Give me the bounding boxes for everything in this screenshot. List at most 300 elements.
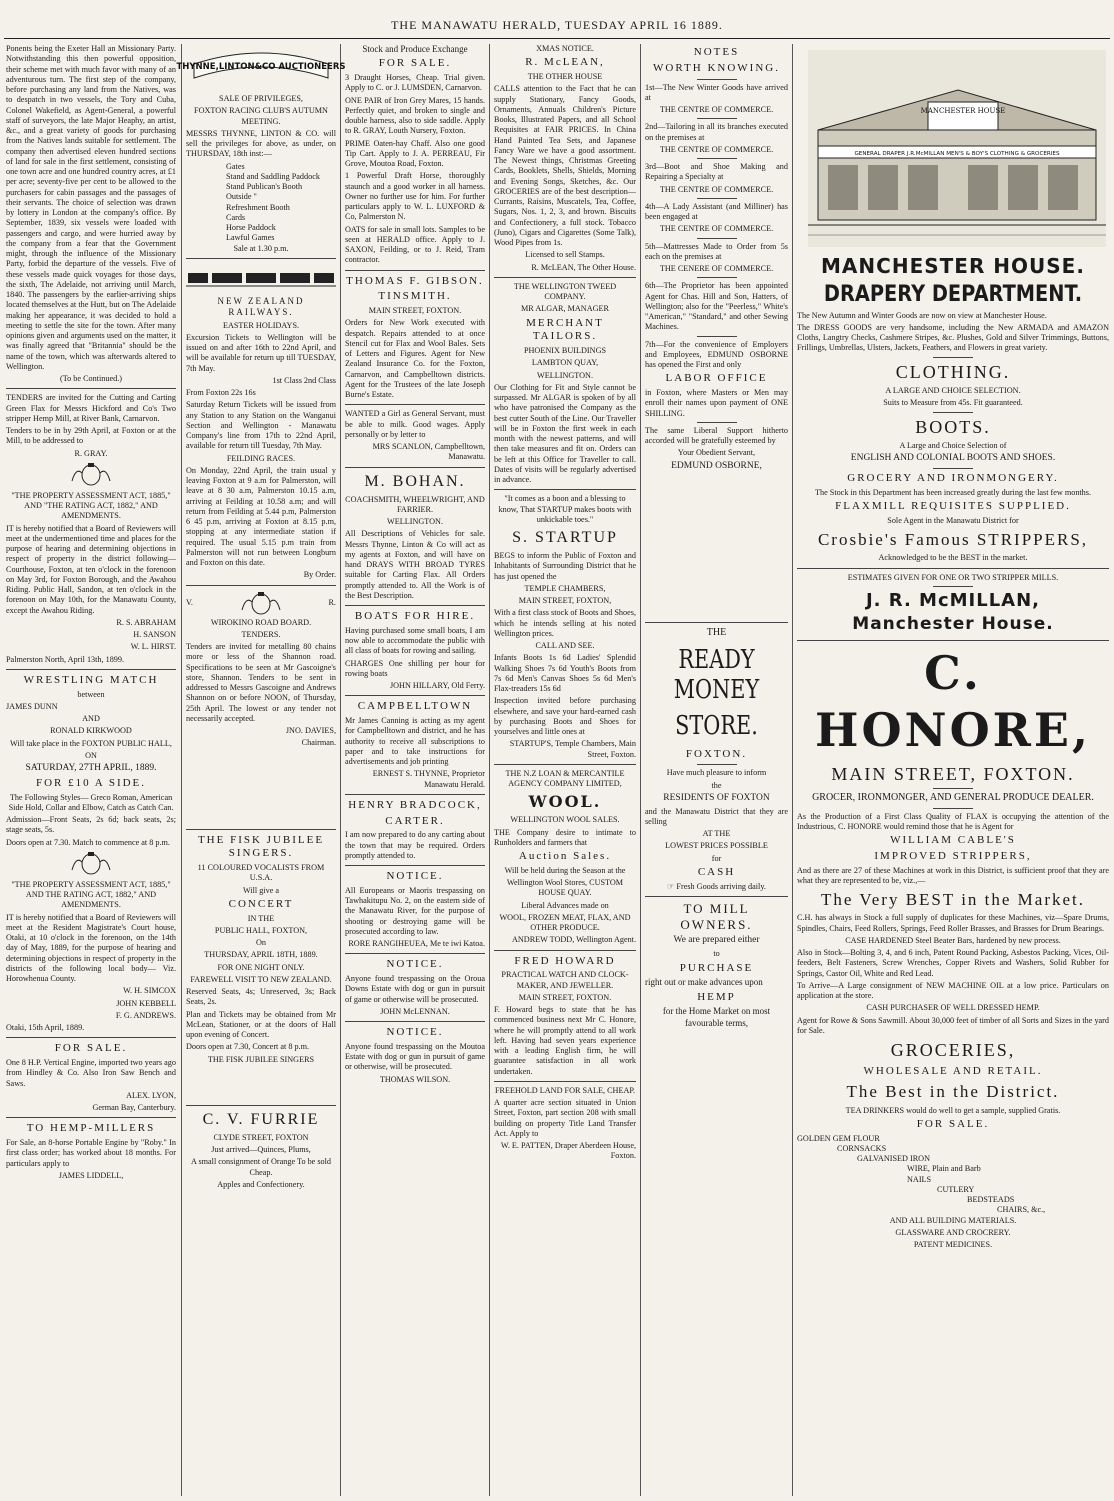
otaki-body: IT is hereby notified that a Board of Reviewers will meet at the Resident Magistrate's Court house, Otaki, at 10 o'clock in the forenoon, on the 14th day of May, 1889, for the purpose of hearing and determining objections in respect of property in the districts of the following local body— Viz. Horowhenua County. [6,912,176,984]
column-1 [6,44,176,1496]
freehold-body: A quarter acre section situated in Union Street, Foxton, part section 208 with small building on property Title Land Transfer Act. Apply to [494,1098,636,1138]
advances-items: WOOL, FROZEN MEAT, FLAX, AND OTHER PRODUCE. [499,912,631,932]
royal-crest-icon [66,461,116,489]
road-board-body: Tenders are invited for metalling 80 chains more or less of the Shannon road. Specifications to be seen at Mr Gascoigne's store, Shannon. Tenders to be sent in addressed to Messrs Gascoigne and Andrews Shannon on or before NOON, of Thursday, 25th April. The lowest or any tender not necessarily accepted. [186,642,336,723]
masthead-rule [4,38,1110,39]
divider [933,357,973,358]
mill-owners-rightout: right out or make advances upon [645,977,763,988]
notice-signature: THOMAS WILSON. [379,1074,451,1084]
divider [697,238,737,239]
wrestling-player-1: JAMES DUNN [6,701,58,711]
wool-agent: ANDREW TODD, Wellington Agent. [511,935,636,945]
startup-call: CALL AND SEE. [535,641,595,650]
boots-selection: A Large and Choice Selection of [899,441,1007,450]
tweed-quay: LAMBTON QUAY, [531,358,599,368]
list-item: Gates [226,161,245,171]
groceries-title: GROCERIES, [890,1040,1016,1061]
flaxmill-title: FLAXMILL REQUISITES SUPPLIED. [835,500,1071,513]
howard-trade: PRACTICAL WATCH AND CLOCK-MAKER, AND JEWELLER. [501,970,629,990]
sale-oats: OATS for sale in small lots. Samples to be seen at HERALD office. Apply to J. SAXON, Feilding, or to J. Reid, Tram contractor. [345,224,485,265]
fisk-seats: Reserved Seats, 4s; Unreserved, 3s; Back Seats, 2s. [186,987,336,1007]
list-item: GLASSWARE AND CROCRERY. [895,1227,1011,1237]
for-sale-title: FOR SALE. [916,1117,990,1130]
labor-office: LABOR OFFICE [665,372,768,385]
store-engraving [808,50,1106,247]
divider [186,258,336,259]
bohan-title: M. BOHAN. [364,472,466,490]
ready-money-lowest: LOWEST PRICES POSSIBLE [665,841,768,851]
otaki-signature: JOHN KEBBELL [116,998,176,1008]
notes-title: NOTES [693,46,740,58]
column-rule [181,44,182,1496]
steel-bars: CASE HARDENED Steel Beater Bars, hardened by new process. [845,935,1061,945]
divider [697,158,737,159]
freehold-signature: W. E. PATTEN, Draper Aberdeen House, Foxton. [500,1141,636,1161]
divider [186,1105,336,1106]
auction-stores: Wellington Wool Stores, CUSTOM HOUSE QUAY. [506,878,624,898]
column-5 [645,44,788,1496]
column-rule [640,44,641,1496]
royal-crest-icon [66,850,116,878]
startup-street: MAIN STREET, FOXTON, [518,596,612,605]
divider [6,1117,176,1118]
mcmillan-name: J. R. McMILLAN, [865,589,1041,611]
gibson-trade: TINSMITH. [378,290,452,303]
divider [494,764,636,765]
fisk-concert: CONCERT [228,897,294,910]
fisk-on: On [255,938,266,947]
list-item: AND ALL BUILDING MATERIALS. [889,1215,1017,1225]
mclean-signature: R. McLEAN, The Other House. [531,262,636,272]
divider [6,669,176,670]
wrestling-between: between [77,689,105,699]
ready-money-pleasure: Have much pleasure to inform [666,768,767,778]
tea-drinkers: TEA DRINKERS would do well to get a sample, supplied Gratis. [845,1105,1061,1115]
wanted-signature: MRS SCANLON, Campbelltown, Manawatu. [372,442,485,462]
also-stock: Also in Stock—Bolting 3, 4, and 6 inch, Patent Round Packing, Asbestos Packing, Vices, Oil-feeders, Belt Fasteners, Screw Wrenches, Copper Rivets and Washers, Solid Rubber for Springs, Castor Oil, White and Red Lead. [797,948,1109,978]
list-item: Stand and Saddling Paddock [226,171,320,181]
fisk-footer: THE FISK JUBILEE SINGERS [207,1054,315,1064]
advances-title: Liberal Advances made on [521,900,609,910]
assessment-title: "THE PROPERTY ASSESSMENT ACT, 1885," AND "THE RATING ACT, 1882," AND AMENDMENTS. [11,490,171,521]
divider [697,336,737,337]
howard-body: F. Howard begs to state that he has commenced business next Mr C. Honore, where he will promptly attend to all work left. Having had seven years experience with a leading English firm, he will guarantee satisfaction in all work undertaken. [494,1005,636,1076]
wholesale-retail: WHOLESALE AND RETAIL. [863,1064,1043,1077]
divider [645,622,788,623]
furrie-arrived: Just arrived—Quinces, Plums, [211,1145,311,1154]
messrs-text: MESSRS THYNNE, LINTON & CO. will sell the privileges for above, as under, on THURSDAY, 18th inst:— [186,128,336,159]
exchange-forsale: FOR SALE. [378,57,452,70]
otaki-signature: W. H. SIMCOX [123,986,176,996]
ready-money-residents: RESIDENTS OF FOXTON [663,792,770,803]
centre-of-commerce: THE CENTRE OF COMMERCE. [659,224,774,234]
furrie-street: CLYDE STREET, FOXTON [213,1132,309,1142]
railways-sub: EASTER HOLIDAYS. [222,320,300,330]
list-item: Refreshment Booth [226,202,290,212]
fresh-goods-text: Fresh Goods arriving daily. [676,881,766,891]
boats-signature: JOHN HILLARY, Old Ferry. [389,681,485,690]
mill-owners-purchase: PURCHASE [679,961,754,974]
privileges-list [186,162,336,244]
mill-owners-prepared: We are prepared either [673,935,760,946]
hemp-millers-body: For Sale, an 8-horse Portable Engine by "Roby." In first class order; has worked about 18 months. For particulars apply to [6,1138,176,1168]
note-2: 2nd—Tailoring in all its branches executed on the premises at [645,122,788,142]
list-item: Cards [226,212,246,222]
ready-money-atthe: AT THE [702,829,731,839]
divider [345,953,485,954]
list-item: GALVANISED IRON [857,1154,931,1164]
startup-inspect: Inspection invited before purchasing elsewhere, and save your hard-earned cash by purchasing Boots and Shoes for yourselves and little ones at [494,696,636,736]
machines-text: And as there are 27 of these Machines at work in this District, is sufficient proof that they are what they are represented to be, viz.,— [797,865,1109,885]
ready-money-cash: CASH [697,865,736,878]
divider [697,118,737,119]
carter-title: HENRY BRADCOCK, [348,798,482,811]
privileges: SALE OF PRIVILEGES, [219,94,303,103]
road-board-sub: TENDERS. [241,629,281,639]
boats-title: BOATS FOR HIRE. [354,610,476,622]
bohan-body: All Descriptions of Vehicles for sale. Messrs Thynne, Linton & Co will act as my agents at Foxton, and will have on hand DRAYS WITH BROAD TYRES suitable for Carting Flax. All Orders promptly attended to. All the Work is of the Best Description. [345,529,485,600]
divider [933,412,973,413]
divider [6,388,176,389]
hemp-millers-signature: JAMES LIDDELL, [58,1170,124,1180]
pointing-hand-icon: ☞ [667,881,675,891]
tweed-building: PHOENIX BUILDINGS [523,346,607,355]
divider [494,277,636,278]
freehold-title: FREEHOLD LAND FOR SALE, CHEAP. [494,1085,636,1095]
divider [494,489,636,490]
startup-chambers: TEMPLE CHAMBERS, [524,583,606,593]
servant-text: Your Obedient Servant, [677,448,756,458]
otaki-title: "THE PROPERTY ASSESSMENT ACT, 1885," AND THE RATING ACT, 1882," AND AMENDMENTS. [11,879,171,910]
divider [697,764,737,765]
list-item: CHAIRS, &c., [997,1205,1046,1215]
manchester-house-title: MANCHESTER HOUSE. [821,254,1085,278]
gibson-title: THOMAS F. GIBSON. [346,274,484,287]
notice-signature: RORE RANGIHEUEA, Me te iwi Katoa. [348,939,485,948]
fisk-sub: 11 COLOURED VOCALISTS FROM U.S.A. [197,863,325,883]
divider [797,568,1109,569]
assessment-signature: R. S. ABRAHAM [116,617,176,627]
fisk-date: THURSDAY, APRIL 18TH, 1889. [204,950,318,960]
list-item: BEDSTEADS [967,1195,1015,1205]
wrestling-on: ON [85,750,97,760]
wrestling-admission: Admission—Front Seats, 2s 6d; back seats, 2s; stage seats, 5s. [6,815,176,835]
ready-money-the: THE [706,627,727,639]
divider [933,468,973,469]
forsale-place: German Bay, Canterbury. [92,1103,176,1113]
centre-of-commerce: THE CENTRE OF COMMERCE. [659,105,774,114]
vr-left: V. [186,598,193,608]
startup-body: BEGS to inform the Public of Foxton and Inhabitants of Surrounding District that he has just opened the [494,551,636,581]
wrestling-doors: Doors open at 7.30. Match to commence at 8 p.m. [6,837,170,847]
cable-name: WILLIAM CABLE'S [890,834,1016,847]
clothing-selection: A LARGE AND CHOICE SELECTION. [885,386,1021,395]
notice-title: NOTICE. [386,1026,444,1038]
divider [494,950,636,951]
sole-agent: Sole Agent in the Manawatu District for [887,515,1019,525]
tenders-text-2: Tenders to be in by 29th April, at Foxton or at the Mill, to be addressed to [6,426,176,446]
otaki-signature: F. G. ANDREWS. [115,1010,176,1020]
tweed-city: WELLINGTON. [536,370,593,380]
feilding-title: FEILDING RACES. [226,453,296,463]
estimates-text: ESTIMATES GIVEN FOR ONE OR TWO STRIPPER MILLS. [847,572,1059,582]
store-sign-text: MANCHESTER HOUSE [920,107,1006,115]
duplicates-text: C.H. has always in Stock a full supply of duplicates for these Machines, viz—Spare Drums, Spindles, Chairs, Feed Rollers, Springs, Feed Roller Brasses, and Brasses for Drum Bearings. [797,913,1109,933]
mill-owners-title: TO MILL OWNERS. [680,900,753,933]
road-board-signature: JNO. DAVIES, [285,726,336,735]
divider [697,422,737,423]
boots-title: BOOTS. [915,416,991,437]
drapery-title: DRAPERY DEPARTMENT. [823,282,1083,307]
vr-right: R. [328,598,336,608]
tenders-signature: R. GRAY. [74,448,108,458]
list-item: CORNSACKS [837,1143,887,1153]
mill-owners-hemp: HEMP [697,990,736,1003]
loan-title: THE N.Z LOAN & MERCANTILE AGENCY COMPANY LIMITED, [505,768,625,788]
divider [345,270,485,271]
honore-title: C. HONORE, [815,645,1091,758]
column-rule [489,44,490,1496]
assessment-signature: H. SANSON [133,630,176,639]
list-item: Stand Publican's Booth [226,182,303,191]
road-board-crest [186,590,336,618]
worth-knowing: WORTH KNOWING. [653,61,780,74]
auctioneers-banner [176,44,346,94]
divider [494,1081,636,1082]
support-text: The same Liberal Support hitherto accorded will be gratefully esteemed by [645,425,788,445]
wool-body: THE Company desire to intimate to Runholders and farmers that [494,827,636,847]
auction-body: Will be held during the Season at the [504,865,626,875]
wrestling-styles: The Following Styles— Greco Roman, American Side Hold, Collar and Elbow, Catch as Catch Can. [8,792,174,812]
grocery-title: GROCERY AND IRONMONGERY. [847,472,1059,485]
xmas-notice: XMAS NOTICE. [536,44,594,53]
mcmillan-house: Manchester House. [852,614,1054,635]
startup-signature: STARTUP'S, Temple Chambers, Main Street, Foxton. [509,739,636,759]
list-item: GOLDEN GEM FLOUR [797,1133,880,1143]
railways-classes: 1st Class 2nd Class [272,375,336,385]
divider [797,640,1109,641]
list-item: Lawful Games [226,233,275,243]
train-icon [186,265,336,289]
very-best: The Very BEST in the Market. [820,890,1086,910]
startup-quote: "It comes as a boon and a blessing to know, That STARTUP makes boots with unkickable toes." [498,494,632,524]
divider [345,467,485,468]
ready-money-for: for [711,853,722,863]
divider [186,585,336,586]
notice-body: Anyone found trespassing on the Oroua Downs Estate with dog or gun in pursuit of game or otherwise will be prosecuted. [345,974,485,1004]
gibson-body: Orders for New Work executed with despatch. Repairs attended to at once Stencil cut for Flax and Wool Bales. Sets of Letters and Figures. Agent for New Zealand Insurance Co. for the Foxton, Carnarvon, and Campbelltown districts. Agent for the Trustees of the late Joseph Burne's Estate. [345,318,485,399]
divider [6,1037,176,1038]
furrie-orange: A small consignment of Orange To be sold Cheap. [190,1157,332,1177]
divider [697,277,737,278]
honore-flax: As the Production of a First Class Quality of FLAX is occupying the attention of the Industrious, C. HONORE would remind those that he is Agent for [797,811,1109,831]
assessment-signature: W. L. HIRST. [130,642,176,652]
road-board-chairman: Chairman. [301,738,336,748]
startup-title: S. STARTUP [512,529,618,546]
campbelltown-body: Mr James Canning is acting as my agent for Campbelltown and district, and he has authority to receive all subscriptions to paper and to take instructions for advertisements and job printing [345,716,485,766]
howard-title: FRED HOWARD [514,954,616,967]
divider [345,1021,485,1022]
list-item: NAILS [907,1174,932,1184]
note-7b: in Foxton, where Masters or Men may enroll their names upon payment of ONE SHILLING. [645,388,788,418]
mclean-body: CALLS attention to the Fact that he can supply Stationary, Fancy Goods, Ornaments, Annuals Children's Picture Books, Illustrated Papers, and all School Requisites at FAIR PRICES. In China Hand Painted Tea Sets, and Japanese Fancy Ware we have a good assortment. The Newest things, Christmas Greeting Cards, Booklets, Shells, Shields, Morning and Evening Songs, Sketches, &c. Our GROCERIES are of the best description—Currants, Raisins, Muscatels, Tea, Coffee, Sugars, Nos. 1, 2, 3, and brown. Biscuits and Confectionery, a full stock. Tobacco (Juno), Cigars and Cigarettes (Some Talk), Wood Pipes from 1s. [494,84,636,247]
tweed-title: THE WELLINGTON TWEED COMPANY. [513,281,617,301]
bohan-trade: COACHSMITH, WHEELWRIGHT, AND FARRIER. [345,494,485,514]
note-7: 7th—For the convenience of Employers and Employees, EDMUND OSBORNE has opened the First and only [645,339,788,369]
honore-street: MAIN STREET, FOXTON. [831,763,1075,784]
railways-body: Excursion Tickets to Wellington will be issued on and after 16th to 22nd April, and will be available for return up till TUESDAY, 7th May. [186,332,336,373]
fisk-plan: Plan and Tickets may be obtained from Mr McLean, Stationer, or at the doors of Hall upon evening of Concert. [186,1009,336,1039]
story-text: Ponents being the Exeter Hall an Missionary Party. Notwithstanding this then powerful opposition, their scheme met with much favor with many of an adventurous turn. The first step of the company, before purchasing any land from the Natives, was to despatch in two vessels, the Tory and Cuba, Colonel Wakefield, as Agent-General, a powerful staff of surveyors, the late Major Heaphy, an artist, &c., and a great variety of goods for purchasing from the Natives lands suitable for settlement. The company then advertised eleven hundred sections of land for sale in the first settlement, consisting of one town acre and one hundred country acres, at £1 per acre; seventy-five per cent to be allowed to the purchasers for cabin passages and the passages of their servants. The choice of selection was drawn by lottery in London at the company's office. By September, 1839, six vessels were loaded with passengers and cargo, and were hurried away by the company from a fear that the Government might, through the influence of the Missionary Party, forbid the departure of the vessels. Five of these vessels made quick voyages for those days, the sixth, The Adelaide, not arriving until March, 1840. The passengers by the earlier-arriving ships located themselves at the Hutt, but on The Adelaide making her appearance, it was decided to hold a meeting to settle the site for the town. After many opinions given and arguments used on the matter, it was finally agreed that "Britannia" should be the name of the town, which was afterwards altered to Wellington. [6,44,176,371]
howard-address: MAIN STREET, FOXTON. [518,992,612,1002]
note-5: 5th—Mattresses Made to Order from 5s each on the premises at [645,241,788,261]
fisk-in: IN THE [247,913,275,923]
hemp-millers-title: TO HEMP-MILLERS [26,1122,156,1135]
campbelltown-title: CAMPBELLTOWN [357,700,473,713]
wrestling-place: Will take place in the FOXTON PUBLIC HALL, [10,738,172,748]
best-in-district: The Best in the District. [846,1082,1060,1102]
tenders-text: TENDERS are invited for the Cutting and Carting Green Flax for Messrs Hickford and Co's Two stripper Hemp Mill, at River Bank, Carnarvon. [6,393,176,423]
column-rule [792,44,793,1496]
list-item: PATENT MEDICINES. [913,1240,993,1250]
divider [345,605,485,606]
ready-money-title: READY MONEY [673,644,760,705]
centre-of-commerce: THE CENERE OF COMMERCE. [659,264,774,273]
wrestling-stake: FOR £10 A SIDE. [35,776,147,789]
startup-stock: With a first class stock of Boots and Shoes, which he intends selling at his noted Wellington prices. [494,608,636,638]
wool-title: WOOL. [528,792,602,812]
auction-title: Auction Sales. [518,850,612,862]
note-1: 1st—The New Winter Goods have arrived at [645,82,788,102]
mclean-title: R. McLEAN, [525,56,605,69]
bohan-town: WELLINGTON. [386,517,443,526]
ready-money-district: and the Manawatu District that they are selling [645,806,788,826]
osborne-signature: EDMUND OSBORNE, [671,460,762,471]
list-item: Horse Paddock [226,223,276,232]
gibson-address: MAIN STREET, FOXTON. [368,306,462,315]
divider [697,198,737,199]
feilding-body: On Monday, 22nd April, the train usual y leaving Foxton at 9 a.m for Palmerston, will leave at 8 30 a.m, Palmerston 10.15 a.m, arriving at Feilding at 10.58 a.m; and will return from Feilding at 5.44 p.m, Palmerston 6 45 p.m, arriving at Foxton at 8.15 p.m, stopping at any intermediate station if required. The usual 5.15 p.m train from Palmerston will not run between Longburn and Foxton on this date. [186,465,336,567]
railways-order: By Order. [303,570,336,580]
manchester-house-building-icon [808,50,1106,247]
note-3: 3rd—Boot and Shoe Making and Repairing a Specialty at [645,162,788,182]
mclean-sub: THE OTHER HOUSE [527,72,603,81]
wool-sales: WELLINGTON WOOL SALES. [510,815,620,825]
notice-body: All Europeans or Maoris trespassing on Tawhakitupu No. 2, on the eastern side of the Manawatu River, for the purpose of shooting or destroying game will be prosecuted according to law. [345,885,485,936]
forsale-title: FOR SALE. [54,1042,128,1055]
divider [345,865,485,866]
racing-club: FOXTON RACING CLUB'S AUTUMN MEETING. [194,106,328,126]
mill-owners-to: to [713,949,720,959]
crosbie-strippers: Crosbie's Famous STRIPPERS, [817,530,1089,550]
startup-prices: Infants Boots 1s 6d Ladies' Splendid Walking Shoes 7s 6d Youth's Boots from 7s 6d Men's Canvas Shoes 5s 6d Men's Flax-treaders 15s 6d [494,653,636,693]
otaki-place: Otaki, 15th April, 1889. [6,1023,85,1033]
railways-title: NEW ZEALAND RAILWAYS. [217,296,305,318]
carter-body: I am now prepared to do any carting about the town that may be required. Orders promptly attended to. [345,830,485,860]
clothing-title: CLOTHING. [895,361,1011,382]
furrie-title: C. V. FURRIE [202,1110,320,1128]
wrestling-and: AND [82,714,100,723]
fisk-farewell: FAREWELL VISIT TO NEW ZEALAND. [190,974,332,984]
assessment-body: IT is hereby notified that a Board of Reviewers will meet at the undermentioned time and places for the purpose of hearing and determining objections in respect of property in the district following— Courthouse, Foxton, at ten o'clock in the forenoon on May 3rd, for Foxton Borough, and the Awahou Riding. Public Hall, Sandon, at ten o'clock in the forenoon on May 10th, for the Manawatu County, except the Awahou Riding. [6,523,176,615]
wanted-text: WANTED a Girl as General Servant, must be able to milk. Good wages. Apply personally or by letter to [345,409,485,439]
divider [345,404,485,405]
note-6: 6th—The Proprietor has been appointed Agent for Chas. Hill and Son, Hatters, of Wellington; also for the "Peerless," White's "American," "Standard," and other Sewing Machines. [645,281,788,332]
grocery-body: The Stock in this Department has been increased greatly during the last few months. [814,487,1092,497]
continued-note: (To be Continued.) [60,374,122,383]
list-item: WIRE, Plain and Barb [907,1164,981,1174]
divider [933,586,973,587]
column-2 [176,44,346,1496]
cash-purchaser: CASH PURCHASER OF WELL DRESSED HEMP. [866,1003,1040,1013]
sale-draft-horse: 1 Powerful Draft Horse, thoroughly staunch and a good worker in all harness. Owner no further use for him. For further particulars apply to W. L. LUXFORD & Co, Palmerston N. [345,171,485,222]
honore-trade: GROCER, IRONMONGER, AND GENERAL PRODUCE DEALER. [812,792,1094,804]
fisk-give: Will give a [242,885,280,895]
exchange-title: Stock and Produce Exchange [362,44,468,54]
forsale-signature: ALEX. LYON, [126,1090,176,1100]
for-sale-list [797,1134,1109,1251]
forsale-body: One 8 H.P. Vertical Engine, imported two years ago from Hindley & Co. Also Iron Saw Bench and Saws. [6,1058,176,1088]
autumn-text: The New Autumn and Winter Goods are now on view at Manchester House. [797,310,1047,320]
store-banner-text: GENERAL DRAPER J.R.McMILLAN MEN'S & BOY'S CLOTHING & GROCERIES [854,151,1060,157]
fisk-hall: PUBLIC HALL, FOXTON, [214,925,308,935]
divider [933,808,973,809]
masthead: THE MANAWATU HERALD, TUESDAY APRIL 16 1889. [391,18,723,32]
crosbie-best: Acknowledged to be the BEST in the market. [878,553,1028,563]
notice-signature: JOHN McLENNAN. [380,1006,450,1016]
assessment-place: Palmerston North, April 13th, 1899. [6,654,125,664]
sale-chaff: PRIME Oaten-hay Chaff. Also one good Tip Cart. Apply to J. A. PERREAU, Fir Grove, Moutoa Road, Foxton. [345,138,485,168]
fisk-title: THE FISK JUBILEE SINGERS. [197,833,325,860]
dress-goods-text: The DRESS GOODS are very handsome, including the New ARMADA and AMAZON Cloths, Langtry Checks, Cashmere Stripes, &c. Plushes, Gold and Silver Trimmings, Buttons, Frillings, Umbrellas, Ulsters, Jackets, Feathers, and Flowers in great variety. [797,322,1109,353]
ready-money-the-2: the [711,780,722,790]
improved-strippers: IMPROVED STRIPPERS, [874,849,1032,862]
ready-money-town: FOXTON. [685,747,748,760]
boats-charges: CHARGES One shilling per hour for rowing boats [345,658,485,678]
tweed-manager: MR ALGAR, MANAGER [520,304,610,314]
notice-title: NOTICE. [386,958,444,971]
mill-owners-market: for the Home Market on most favourable terms, [662,1006,771,1028]
boots-kinds: ENGLISH AND COLONIAL BOOTS AND SHOES. [850,453,1056,464]
boats-body: Having purchased some small boats, I am now able to accommodate the public with all class of boats for rowing and sailing. [345,625,485,656]
furrie-apples: Apples and Confectionery. [217,1179,305,1189]
railways-saturday: Saturday Return Tickets will be issued from any Station to any Station on the Wanganui Section and Wellington - Manawatu Company's line from 17th to 22nd April, available for return till Tuesday, 7th May. [186,400,336,451]
fisk-doors: Doors open at 7.30, Concert at 8 p.m. [186,1042,310,1052]
divider [345,794,485,795]
notice-title: NOTICE. [386,870,444,882]
to-arrive: To Arrive—A Large consignment of NEW MACHINE OIL at a low price. Particulars on application at the store. [797,980,1109,1001]
divider [645,896,788,897]
divider [345,695,485,696]
list-item: CUTLERY [937,1184,975,1194]
notice-body: Anyone found trespassing on the Moutoa Estate with dog or gun in pursuit of game or otherwise, will be prosecuted. [345,1041,485,1072]
tweed-body: Our Clothing for Fit and Style cannot be surpassed. Mr ALGAR is spoken of by all who have patronised the Company as the best cutter South of the Line. Our Traveller will be in Foxton the first week in each month with the newest patterns, and will then take measures and fit on. Orders can be left at this Office for Traveller to call. Dates of visits will be regularly advertised in advance. [494,382,636,484]
clothing-suits: Suits to Measure from 45s. Fit guaranteed. [883,398,1023,408]
divider [933,788,973,789]
sale-horses: 3 Draught Horses, Cheap. Trial given. Apply to C. or J. LUMSDEN, Carnarvon. [345,73,485,93]
road-board-title: WIROKINO ROAD BOARD. [210,617,312,627]
column-3 [345,44,485,1496]
wrestling-title: WRESTLING MATCH [23,673,159,686]
centre-of-commerce: THE CENTRE OF COMMERCE. [659,144,774,154]
column-4 [494,44,636,1496]
royal-crest-icon [236,590,286,618]
column-rule [340,44,341,1496]
sale-mares: ONE PAIR of Iron Grey Mares, 15 hands. Perfectly quiet, and broken to single and double harness, also to side saddle. Apply to R. GRAY, Louth Nursery, Foxton. [345,95,485,136]
campbelltown-signature: ERNEST S. THYNNE, Proprietor Manawatu Herald. [372,769,485,789]
railways-fares: From Foxton 22s 16s [186,388,256,397]
mclean-stamps: Licensed to sell Stamps. [525,250,605,260]
